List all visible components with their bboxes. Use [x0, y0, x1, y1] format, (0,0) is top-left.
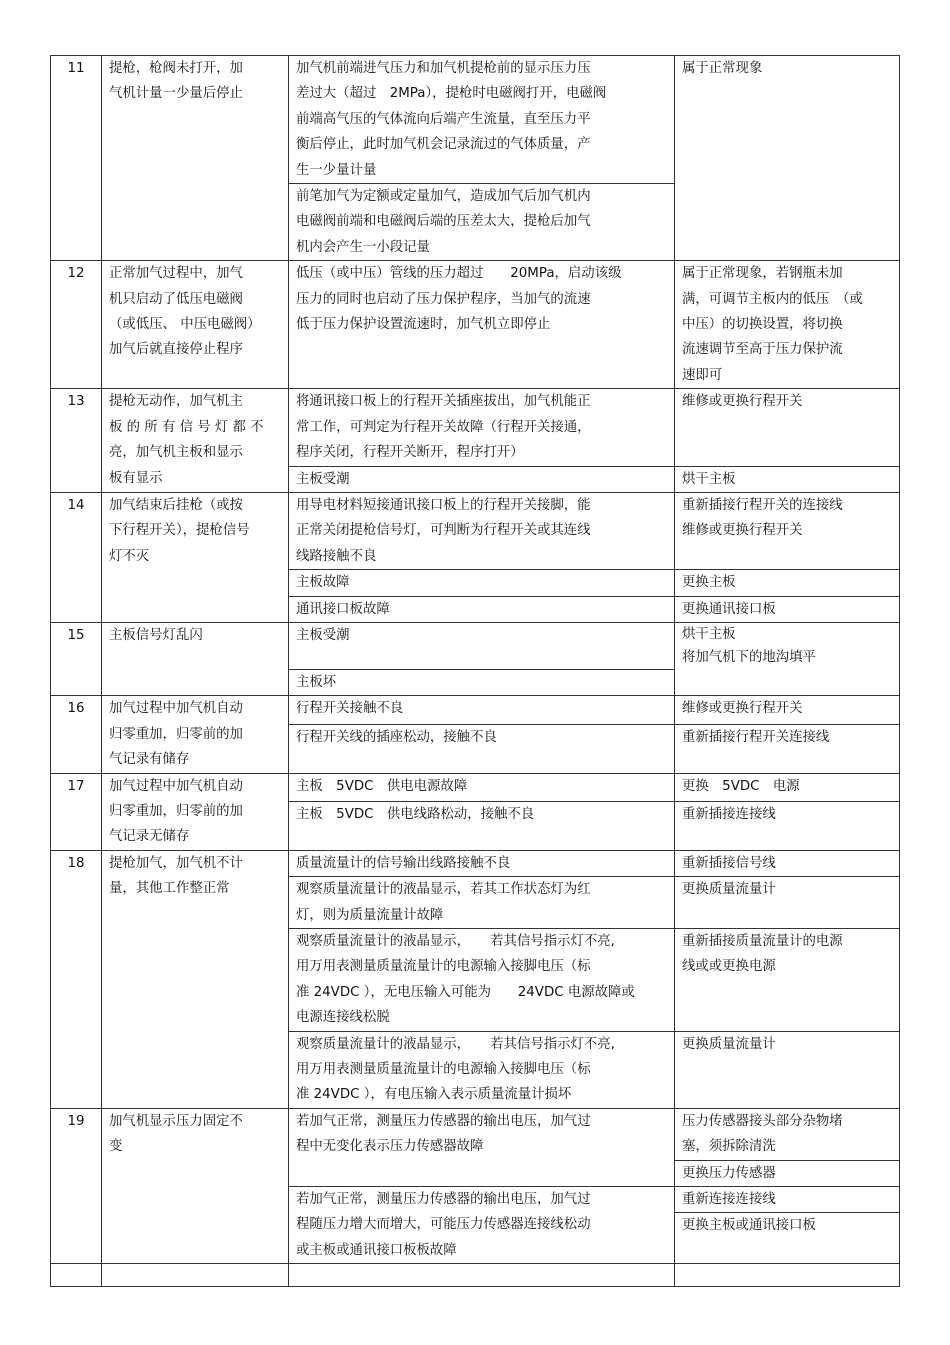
solution-cell: 重新连接连接线 [675, 1187, 900, 1213]
row-number: 14 [51, 492, 102, 622]
table-row [51, 850, 900, 876]
row-number: 15 [51, 622, 102, 695]
cause-cell: 观察质量流量计的液晶显示，若其工作状态灯为红 灯，则为质量流量计故障 [289, 877, 675, 929]
fault-table [50, 55, 900, 1287]
symptom-cell: 加气机显示压力固定不 变 [102, 1108, 289, 1264]
empty-cell [51, 1264, 102, 1287]
empty-cell [102, 1264, 289, 1287]
table-row [51, 389, 900, 466]
symptom-cell: 加气过程中加气机自动 归零重加，归零前的加 气记录无储存 [102, 773, 289, 850]
symptom-cell: 主板信号灯乱闪 [102, 622, 289, 695]
solution-cell: 更换质量流量计 [675, 877, 900, 929]
symptom-cell: 提枪无动作，加气机主 板 的 所 有 信 号 灯 都 不 亮，加气机主板和显示 板有显示 [102, 389, 289, 493]
cause-cell: 主板故障 [289, 570, 675, 596]
solution-cell: 属于正常现象，若钢瓶未加 满，可调节主板内的低压 （或 中压）的切换设置，将切换 流速调节至高于压力保护流 速即可 [675, 261, 900, 389]
solution-cell: 重新插接行程开关的连接线 维修或更换行程开关 [675, 492, 900, 569]
cause-cell: 若加气正常，测量压力传感器的输出电压，加气过 程中无变化表示压力传感器故障 [289, 1108, 675, 1186]
table-row-empty [51, 1264, 900, 1287]
row-number: 13 [51, 389, 102, 493]
symptom-cell: 加气结束后挂枪（或按 下行程开关），提枪信号 灯不灭 [102, 492, 289, 622]
cause-cell: 行程开关线的插座松动，接触不良 [289, 724, 675, 773]
solution-cell: 维修或更换行程开关 [675, 696, 900, 724]
cause-cell: 主板受潮 [289, 622, 675, 669]
solution-cell: 更换主板或通讯接口板 [675, 1213, 900, 1264]
empty-cell [675, 1264, 900, 1287]
symptom-cell: 提枪加气，加气机不计 量，其他工作整正常 [102, 850, 289, 1108]
cause-cell: 观察质量流量计的液晶显示， 若其信号指示灯不亮, 用万用表测量质量流量计的电源输入接脚电压（标 准 24VDC ），无电压输入可能为 24VDC 电源故障或 电源连接线松脱 [289, 929, 675, 1032]
table-row [51, 261, 900, 389]
symptom-cell: 正常加气过程中，加气 机只启动了低压电磁阀 （或低压、 中压电磁阀） 加气后就直接停止程序 [102, 261, 289, 389]
cause-cell: 通讯接口板故障 [289, 596, 675, 622]
table-row [51, 492, 900, 569]
row-number: 12 [51, 261, 102, 389]
row-number: 17 [51, 773, 102, 850]
cause-cell: 质量流量计的信号输出线路接触不良 [289, 850, 675, 876]
cause-cell: 主板 5VDC 供电线路松动，接触不良 [289, 801, 675, 850]
solution-cell: 压力传感器接头部分杂物堵 塞，须拆除清洗 [675, 1108, 900, 1160]
row-number: 19 [51, 1108, 102, 1264]
cause-cell: 主板受潮 [289, 466, 675, 492]
row-number: 11 [51, 56, 102, 261]
solution-cell: 重新插接行程开关连接线 [675, 724, 900, 773]
solution-cell: 重新插接信号线 [675, 850, 900, 876]
row-number: 18 [51, 850, 102, 1108]
table-row [51, 696, 900, 724]
cause-cell: 主板坏 [289, 669, 675, 695]
solution-cell: 更换压力传感器 [675, 1160, 900, 1186]
table-row [51, 622, 900, 669]
solution-cell: 重新插接质量流量计的电源 线或或更换电源 [675, 929, 900, 1032]
table-row [51, 56, 900, 184]
solution-cell: 更换质量流量计 [675, 1031, 900, 1108]
cause-cell: 将通讯接口板上的行程开关插座拔出，加气机能正 常工作，可判定为行程开关故障（行程开关接通， 程序关闭，行程开关断开，程序打开） [289, 389, 675, 466]
table-row [51, 1108, 900, 1160]
cause-cell: 低压（或中压）管线的压力超过 20MPa，启动该级 压力的同时也启动了压力保护程序，当加气的流速 低于压力保护设置流速时，加气机立即停止 [289, 261, 675, 389]
symptom-cell: 提枪，枪阀未打开，加 气机计量一少量后停止 [102, 56, 289, 261]
empty-cell [289, 1264, 675, 1287]
cause-cell: 观察质量流量计的液晶显示， 若其信号指示灯不亮, 用万用表测量质量流量计的电源输入接脚电压（标 准 24VDC ），有电压输入表示质量流量计损坏 [289, 1031, 675, 1108]
row-number: 16 [51, 696, 102, 773]
solution-cell: 更换通讯接口板 [675, 596, 900, 622]
solution-cell: 烘干主板 [675, 466, 900, 492]
cause-cell: 主板 5VDC 供电电源故障 [289, 773, 675, 801]
solution-cell: 属于正常现象 [675, 56, 900, 261]
cause-cell: 若加气正常，测量压力传感器的输出电压，加气过 程随压力增大而增大，可能压力传感器连接线松动 或主板或通讯接口板板故障 [289, 1187, 675, 1264]
solution-cell: 重新插接连接线 [675, 801, 900, 850]
symptom-cell: 加气过程中加气机自动 归零重加，归零前的加 气记录有储存 [102, 696, 289, 773]
solution-cell: 更换 5VDC 电源 [675, 773, 900, 801]
solution-cell: 烘干主板 将加气机下的地沟填平 [675, 622, 900, 695]
fault-table-sheet [50, 55, 899, 1287]
cause-cell: 行程开关接触不良 [289, 696, 675, 724]
cause-cell: 加气机前端进气压力和加气机提枪前的显示压力压 差过大（超过 2MPa），提枪时电磁阀打开，电磁阀 前端高气压的气体流向后端产生流量，直至压力平 衡后停止，此时加气机会记录流过的气体质量，产 生一少量计量 [289, 56, 675, 184]
solution-cell: 更换主板 [675, 570, 900, 596]
cause-cell: 用导电材料短接通讯接口板上的行程开关接脚，能 正常关闭提枪信号灯，可判断为行程开关或其连线 线路接触不良 [289, 492, 675, 569]
table-row [51, 773, 900, 801]
cause-cell: 前笔加气为定额或定量加气，造成加气后加气机内 电磁阀前端和电磁阀后端的压差太大，提枪后加气 机内会产生一小段记量 [289, 184, 675, 261]
solution-cell: 维修或更换行程开关 [675, 389, 900, 466]
